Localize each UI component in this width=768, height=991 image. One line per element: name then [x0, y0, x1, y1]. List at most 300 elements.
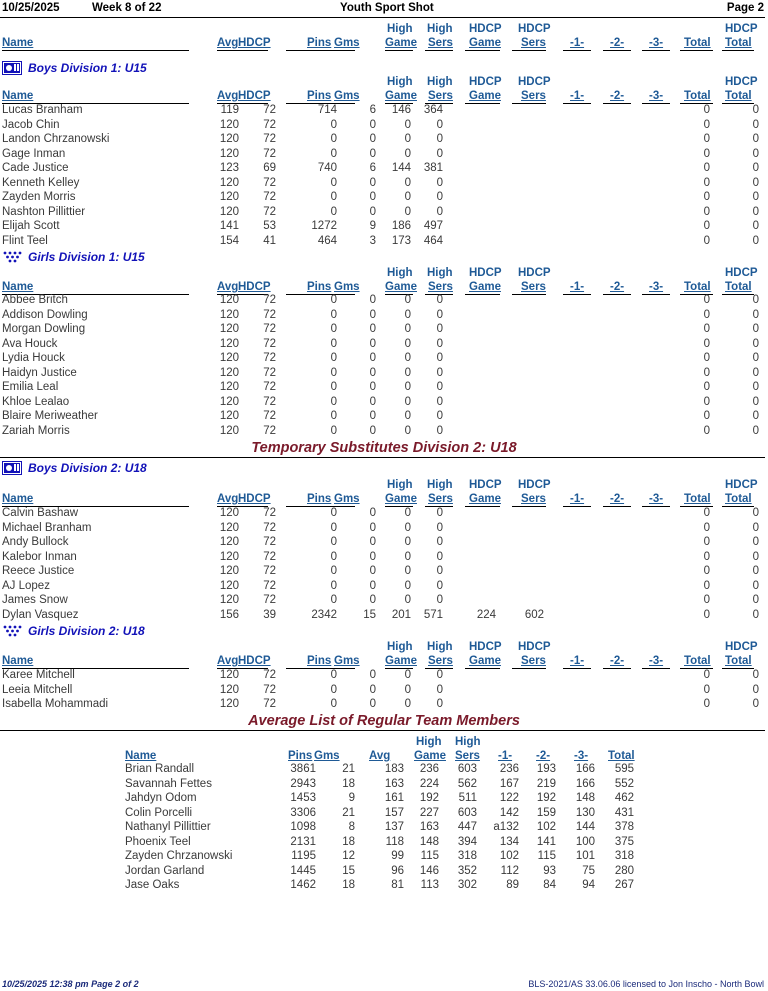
col-hdcp-sers: Sers [521, 90, 546, 102]
avg-list-row [0, 865, 768, 880]
col-hdcp-game-top: HDCP [469, 267, 502, 279]
cell-value: 1462 [290, 879, 316, 891]
cell-value: 0 [752, 366, 759, 379]
cell-value: 0 [330, 147, 337, 160]
cell-value: 192 [419, 792, 439, 804]
cell-value: 0 [330, 594, 337, 606]
avg-list-row [0, 821, 768, 836]
bowler-name: Jacob Chin [2, 118, 60, 131]
col-game1: -1- [570, 90, 585, 102]
cell-value: 72 [263, 191, 276, 203]
cell-value: 21 [342, 763, 355, 775]
cell-value: 0 [330, 205, 337, 218]
table-row [0, 294, 768, 309]
cell-value: 0 [752, 118, 759, 131]
cell-value: 0 [369, 424, 376, 437]
col-game3: -3- [649, 655, 664, 667]
cell-value: 0 [404, 323, 411, 335]
cell-value: 120 [219, 410, 239, 422]
cell-value: 381 [423, 162, 443, 174]
cell-value: 464 [317, 234, 337, 247]
cell-value: 9 [348, 792, 355, 804]
cell-value: 603 [457, 806, 477, 819]
cell-value: 1445 [290, 864, 316, 877]
cell-value: 0 [369, 191, 376, 203]
col-gms: Gms [334, 493, 360, 505]
cell-value: 115 [420, 850, 439, 862]
cell-value: 146 [419, 864, 439, 877]
col-game3: -3- [649, 281, 664, 293]
cell-value: 0 [369, 308, 376, 321]
bowler-name: Calvin Bashaw [2, 507, 79, 519]
member-name: Brian Randall [125, 763, 195, 775]
cell-value: 72 [263, 337, 276, 350]
cell-value: 0 [752, 507, 759, 519]
cell-value: 0 [369, 550, 376, 563]
cell-value: 72 [263, 521, 276, 534]
col-pins: Pins [307, 90, 332, 102]
cell-value: 120 [219, 205, 239, 218]
cell-value: 0 [369, 536, 376, 548]
cell-value: 0 [752, 565, 759, 577]
member-name: Zayden Chrzanowski [125, 850, 233, 862]
col-hdcp: HDCP [238, 493, 271, 505]
col-game3: -3- [649, 37, 664, 49]
table-row [0, 104, 768, 119]
cell-value: 72 [263, 176, 276, 189]
cell-value: 113 [420, 879, 439, 891]
boys-bowling-icon [2, 61, 22, 75]
col-high-sers: Sers [428, 90, 453, 102]
cell-value: 41 [263, 234, 276, 247]
section-title: Girls Division 2: U18 [28, 624, 145, 638]
cell-value: 112 [500, 864, 519, 877]
col-total: Total [684, 37, 711, 49]
cell-value: 0 [703, 424, 710, 437]
col-high-sers-top: High [427, 23, 453, 35]
cell-value: 0 [436, 579, 443, 592]
cell-value: 0 [330, 352, 337, 364]
header-underline [512, 50, 546, 51]
cell-value: 39 [263, 608, 276, 621]
cell-value: 0 [703, 176, 710, 189]
cell-value: 0 [436, 308, 443, 321]
section-title: Boys Division 2: U18 [28, 461, 147, 475]
col-hdcp-sers-top: HDCP [518, 76, 551, 88]
cell-value: 0 [752, 698, 759, 710]
bowler-name: Leeia Mitchell [2, 683, 73, 696]
cell-value: 0 [369, 294, 376, 306]
col-high-sers: Sers [428, 655, 453, 667]
table-row [0, 235, 768, 250]
cell-value: 1453 [290, 792, 316, 804]
cell-value: 72 [263, 118, 276, 131]
col-high-game: Game [385, 281, 417, 293]
col-high-game-top: High [387, 479, 413, 491]
section-title: Girls Division 1: U15 [28, 250, 145, 264]
cell-value: 0 [369, 133, 376, 145]
cell-value: 0 [703, 220, 710, 232]
col-game2: -2- [610, 281, 625, 293]
table-row [0, 367, 768, 382]
cell-value: 72 [263, 381, 276, 393]
cell-value: 0 [330, 118, 337, 131]
bowler-name: Lydia Houck [2, 352, 65, 364]
cell-value: 0 [752, 536, 759, 548]
cell-value: 120 [219, 352, 239, 364]
col-hdcp-game: Game [469, 655, 501, 667]
avg-col-game2: -2- [536, 750, 551, 762]
cell-value: 0 [703, 698, 710, 710]
cell-value: 0 [404, 565, 411, 577]
col-game1: -1- [570, 493, 585, 505]
cell-value: 120 [219, 118, 239, 131]
cell-value: 120 [219, 381, 239, 393]
table-row [0, 396, 768, 411]
cell-value: 0 [703, 565, 710, 577]
cell-value: 72 [263, 147, 276, 160]
cell-value: 137 [384, 821, 404, 833]
cell-value: 0 [703, 191, 710, 203]
cell-value: 120 [219, 521, 239, 534]
col-hdcp-game: Game [469, 90, 501, 102]
col-high-game: Game [385, 90, 417, 102]
cell-value: 0 [330, 410, 337, 422]
cell-value: 0 [703, 579, 710, 592]
cell-value: 0 [703, 683, 710, 696]
cell-value: 102 [499, 850, 519, 862]
cell-value: 0 [369, 669, 376, 681]
table-row [0, 425, 768, 440]
cell-value: 464 [423, 234, 443, 247]
cell-value: 53 [263, 220, 276, 232]
cell-value: 0 [703, 118, 710, 131]
cell-value: 0 [436, 381, 443, 393]
cell-value: 120 [219, 191, 239, 203]
bowler-name: Morgan Dowling [2, 323, 86, 335]
col-hdcp-sers: Sers [521, 493, 546, 505]
cell-value: 562 [457, 777, 477, 790]
cell-value: 0 [436, 669, 443, 681]
cell-value: 81 [391, 879, 404, 891]
bowler-name: Blaire Meriweather [2, 410, 98, 422]
col-name: Name [2, 90, 34, 102]
cell-value: 8 [348, 821, 355, 833]
cell-value: 0 [404, 424, 411, 437]
table-row [0, 551, 768, 566]
bowler-name: Ava Houck [2, 337, 58, 350]
cell-value: 0 [703, 234, 710, 247]
cell-value: 120 [219, 683, 239, 696]
cell-value: 0 [436, 521, 443, 534]
cell-value: 120 [219, 550, 239, 563]
cell-value: 0 [330, 176, 337, 189]
cell-value: 120 [219, 395, 239, 408]
member-name: Colin Porcelli [125, 806, 193, 819]
cell-value: 18 [342, 777, 355, 790]
avg-col-avg: Avg [369, 750, 391, 762]
cell-value: 0 [369, 579, 376, 592]
cell-value: 0 [436, 323, 443, 335]
cell-value: 0 [330, 191, 337, 203]
cell-value: 511 [458, 792, 477, 804]
report-week: Week 8 of 22 [92, 2, 162, 14]
cell-value: 120 [219, 176, 239, 189]
cell-value: 602 [524, 608, 544, 621]
col-gms: Gms [334, 37, 360, 49]
cell-value: 72 [263, 410, 276, 422]
cell-value: 0 [330, 381, 337, 393]
cell-value: 0 [752, 162, 759, 174]
table-row [0, 309, 768, 324]
table-row [0, 119, 768, 134]
avg-col-high-game: Game [414, 750, 446, 762]
col-avg: Avg [217, 655, 239, 667]
avg-col-total: Total [608, 750, 635, 762]
cell-value: 0 [436, 507, 443, 519]
cell-value: 0 [752, 234, 759, 247]
cell-value: 130 [575, 806, 595, 819]
cell-value: 0 [703, 133, 710, 145]
cell-value: 0 [369, 683, 376, 696]
bowler-name: Addison Dowling [2, 308, 88, 321]
cell-value: 120 [219, 337, 239, 350]
cell-value: 0 [436, 594, 443, 606]
cell-value: 89 [506, 879, 519, 891]
table-row [0, 698, 768, 713]
table-row [0, 507, 768, 522]
table-row [0, 220, 768, 235]
cell-value: 0 [330, 366, 337, 379]
cell-value: 0 [330, 683, 337, 696]
bowler-name: Flint Teel [2, 234, 48, 247]
bowler-name: Michael Branham [2, 521, 92, 534]
header-rule [0, 17, 765, 18]
cell-value: 0 [330, 579, 337, 592]
cell-value: 0 [404, 337, 411, 350]
cell-value: 120 [219, 669, 239, 681]
cell-value: 1098 [290, 821, 316, 833]
col-hdcp-sers-top: HDCP [518, 641, 551, 653]
cell-value: 0 [752, 104, 759, 116]
bowler-name: Karee Mitchell [2, 669, 75, 681]
col-gms: Gms [334, 90, 360, 102]
table-row [0, 580, 768, 595]
cell-value: 161 [384, 792, 404, 804]
cell-value: 378 [614, 821, 634, 833]
cell-value: 0 [703, 381, 710, 393]
cell-value: 318 [614, 850, 634, 862]
header-underline [642, 50, 670, 51]
header-underline [286, 50, 355, 51]
col-high-sers: Sers [428, 37, 453, 49]
cell-value: 75 [582, 864, 595, 877]
cell-value: 0 [369, 337, 376, 350]
col-total: Total [684, 493, 711, 505]
banner-rule [0, 457, 765, 458]
cell-value: 134 [499, 835, 519, 848]
cell-value: 0 [369, 381, 376, 393]
cell-value: 0 [404, 176, 411, 189]
cell-value: 0 [369, 323, 376, 335]
cell-value: 0 [330, 337, 337, 350]
cell-value: 0 [330, 133, 337, 145]
cell-value: 0 [752, 176, 759, 189]
cell-value: 227 [419, 806, 439, 819]
cell-value: 0 [703, 521, 710, 534]
cell-value: 0 [752, 550, 759, 563]
cell-value: 1272 [311, 220, 337, 232]
cell-value: 0 [436, 698, 443, 710]
cell-value: 0 [703, 147, 710, 160]
cell-value: 0 [703, 366, 710, 379]
header-underline [563, 50, 591, 51]
cell-value: 280 [614, 864, 634, 877]
member-name: Jase Oaks [125, 879, 180, 891]
col-game2: -2- [610, 90, 625, 102]
col-name: Name [2, 281, 34, 293]
cell-value: 236 [499, 763, 519, 775]
col-game3: -3- [649, 493, 664, 505]
cell-value: 163 [384, 777, 404, 790]
col-hdcp-sers: Sers [521, 37, 546, 49]
temp-substitutes-banner: Temporary Substitutes Division 2: U18 [251, 440, 517, 456]
col-total: Total [684, 655, 711, 667]
cell-value: 120 [219, 366, 239, 379]
cell-value: 72 [263, 669, 276, 681]
cell-value: 0 [703, 608, 710, 621]
col-hdcp-sers-top: HDCP [518, 23, 551, 35]
col-game1: -1- [570, 281, 585, 293]
cell-value: 69 [263, 162, 276, 174]
cell-value: 141 [536, 835, 556, 848]
cell-value: 72 [263, 352, 276, 364]
cell-value: 0 [369, 594, 376, 606]
cell-value: 193 [536, 763, 556, 775]
cell-value: 72 [263, 294, 276, 306]
col-name: Name [2, 37, 34, 49]
header-underline [217, 50, 268, 51]
table-row [0, 352, 768, 367]
cell-value: 148 [575, 792, 595, 804]
bowler-name: Lucas Branham [2, 104, 83, 116]
cell-value: 118 [385, 835, 404, 848]
bowler-name: Haidyn Justice [2, 366, 77, 379]
col-hdcp-total: Total [725, 281, 752, 293]
cell-value: 144 [575, 821, 595, 833]
report-title: Youth Sport Shot [340, 2, 434, 14]
table-row [0, 565, 768, 580]
col-hdcp-total: Total [725, 493, 752, 505]
cell-value: 72 [263, 698, 276, 710]
cell-value: 0 [330, 565, 337, 577]
cell-value: 0 [436, 133, 443, 145]
cell-value: 15 [342, 864, 355, 877]
cell-value: 0 [369, 565, 376, 577]
cell-value: 72 [263, 323, 276, 335]
cell-value: 120 [219, 565, 239, 577]
cell-value: 12 [342, 850, 355, 862]
cell-value: 0 [752, 191, 759, 203]
cell-value: 0 [752, 669, 759, 681]
cell-value: 120 [219, 308, 239, 321]
cell-value: 0 [404, 352, 411, 364]
cell-value: 0 [752, 683, 759, 696]
cell-value: a132 [493, 821, 519, 833]
col-game3: -3- [649, 90, 664, 102]
cell-value: 154 [219, 234, 239, 247]
cell-value: 122 [499, 792, 519, 804]
cell-value: 0 [436, 395, 443, 408]
cell-value: 0 [436, 337, 443, 350]
bowler-name: Reece Justice [2, 565, 75, 577]
cell-value: 462 [614, 792, 634, 804]
report-date: 10/25/2025 [2, 2, 60, 14]
cell-value: 0 [436, 118, 443, 131]
cell-value: 72 [263, 594, 276, 606]
avg-col-high-game-top: High [416, 736, 442, 748]
cell-value: 0 [436, 550, 443, 563]
cell-value: 0 [404, 308, 411, 321]
cell-value: 120 [219, 147, 239, 160]
col-hdcp-total: Total [725, 90, 752, 102]
cell-value: 0 [404, 205, 411, 218]
cell-value: 0 [703, 507, 710, 519]
cell-value: 375 [614, 835, 634, 848]
cell-value: 0 [436, 294, 443, 306]
cell-value: 0 [752, 424, 759, 437]
cell-value: 0 [752, 205, 759, 218]
col-hdcp-total: Total [725, 37, 752, 49]
avg-col-high-sers: Sers [455, 750, 480, 762]
footer-right: BLS-2021/AS 33.06.06 licensed to Jon Inscho - North Bowl [528, 979, 764, 989]
cell-value: 18 [342, 835, 355, 848]
cell-value: 0 [330, 669, 337, 681]
cell-value: 0 [436, 410, 443, 422]
bowler-name: Emilia Leal [2, 381, 59, 393]
col-pins: Pins [307, 655, 332, 667]
cell-value: 0 [369, 698, 376, 710]
cell-value: 0 [330, 323, 337, 335]
cell-value: 0 [404, 669, 411, 681]
col-high-game: Game [385, 655, 417, 667]
col-hdcp-game-top: HDCP [469, 641, 502, 653]
cell-value: 0 [436, 176, 443, 189]
bowler-name: Khloe Lealao [2, 395, 70, 408]
header-underline [680, 50, 713, 51]
table-row [0, 410, 768, 425]
cell-value: 0 [404, 381, 411, 393]
cell-value: 0 [404, 395, 411, 408]
cell-value: 497 [423, 220, 443, 232]
cell-value: 0 [752, 608, 759, 621]
cell-value: 0 [703, 550, 710, 563]
col-avg: Avg [217, 37, 239, 49]
table-row [0, 162, 768, 177]
col-high-game: Game [385, 37, 417, 49]
header-underline [385, 50, 413, 51]
header-underline [425, 50, 453, 51]
col-high-sers: Sers [428, 281, 453, 293]
cell-value: 144 [391, 162, 411, 174]
cell-value: 99 [391, 850, 404, 862]
cell-value: 115 [537, 850, 556, 862]
cell-value: 120 [219, 424, 239, 437]
cell-value: 120 [219, 507, 239, 519]
cell-value: 0 [752, 323, 759, 335]
col-game1: -1- [570, 37, 585, 49]
cell-value: 156 [219, 608, 239, 621]
